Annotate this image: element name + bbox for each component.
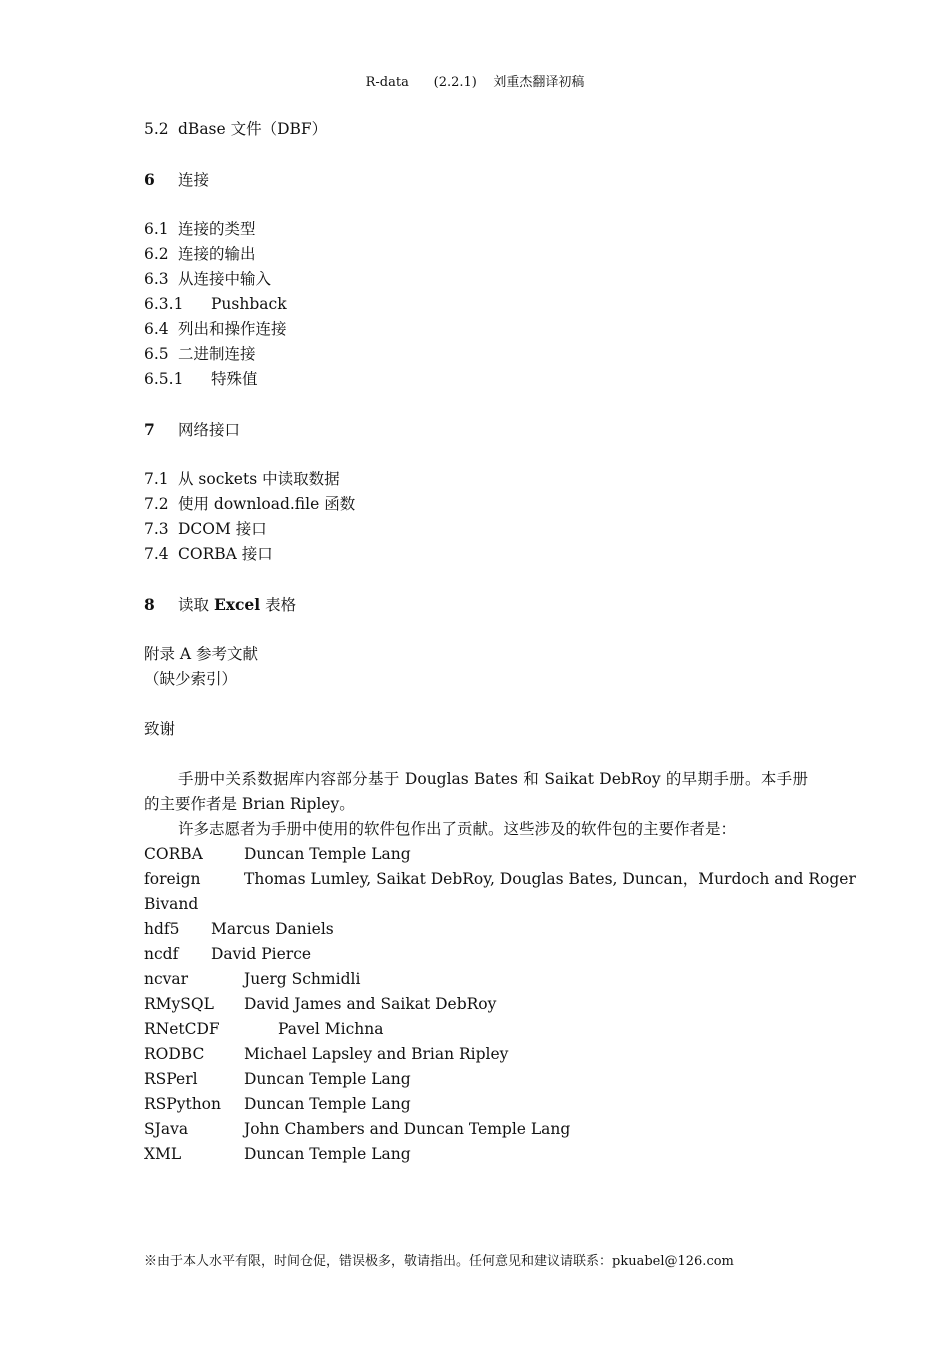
contributor-row: XML Duncan Temple Lang [144, 1145, 411, 1163]
acknowledgements-paragraph-1: 手册中关系数据库内容部分基于 Douglas Bates 和 Saikat DebRoy 的早期手册。本手册的主要作者是 Brian Ripley。 [144, 770, 808, 813]
toc-entry-7-3: 7.3 DCOM 接口 [144, 520, 267, 538]
toc-entry-6-3-1: 6.3.1 Pushback [144, 295, 287, 313]
toc-entry-5-2: 5.2 dBase 文件（DBF） [144, 120, 328, 138]
contributor-row: SJava John Chambers and Duncan Temple Lang [144, 1120, 571, 1138]
chapter-6-heading: 6 连接 [144, 170, 210, 189]
toc-entry-6-2: 6.2 连接的输出 [144, 245, 256, 263]
contributor-row: RODBC Michael Lapsley and Brian Ripley [144, 1045, 509, 1063]
contributor-row: RSPerl Duncan Temple Lang [144, 1070, 411, 1088]
chapter-7-heading: 7 网络接口 [144, 420, 241, 439]
contributor-row: RMySQL David James and Saikat DebRoy [144, 995, 497, 1013]
toc-entry-6-4: 6.4 列出和操作连接 [144, 320, 287, 338]
toc-entry-7-1: 7.1 从 sockets 中读取数据 [144, 470, 340, 488]
toc-entry-7-4: 7.4 CORBA 接口 [144, 545, 273, 563]
appendix-a-heading: 附录 A 参考文献 [144, 645, 259, 663]
contributor-row: CORBA Duncan Temple Lang [144, 845, 411, 863]
toc-entry-6-5-1: 6.5.1 特殊值 [144, 370, 258, 388]
contributor-row: ncdf David Pierce [144, 945, 312, 963]
toc-entry-6-3: 6.3 从连接中输入 [144, 270, 272, 288]
toc-entry-7-2: 7.2 使用 download.file 函数 [144, 495, 356, 513]
page-content [144, 117, 856, 1167]
contributor-row: hdf5 Marcus Daniels [144, 920, 334, 938]
toc-entry-6-5: 6.5 二进制连接 [144, 345, 256, 363]
contributor-row: ncvar Juerg Schmidli [144, 970, 361, 988]
contributor-row: RNetCDF Pavel Michna [144, 1020, 384, 1038]
acknowledgements-heading: 致谢 [144, 720, 176, 738]
toc-entry-6-1: 6.1 连接的类型 [144, 220, 256, 238]
page-footer-note: ※由于本人水平有限，时间仓促，错误极多，敬请指出。任何意见和建议请联系：pkuabel@126.com [144, 1254, 734, 1269]
contributor-row-continuation: Bivand [144, 895, 199, 913]
acknowledgements-paragraph-2: 许多志愿者为手册中使用的软件包作出了贡献。这些涉及的软件包的主要作者是： [178, 820, 737, 838]
contributor-row: foreign Thomas Lumley, Saikat DebRoy, Douglas Bates, Duncan，Murdoch and Roger [144, 870, 856, 888]
page-header: R-data (2.2.1) 刘重杰翻译初稿 [365, 75, 585, 90]
contributor-row: RSPython Duncan Temple Lang [144, 1095, 411, 1113]
chapter-8-heading: 8 读取 Excel 表格 [144, 595, 297, 614]
missing-index-note: （缺少索引） [144, 670, 238, 688]
contributors-list [144, 842, 856, 1167]
